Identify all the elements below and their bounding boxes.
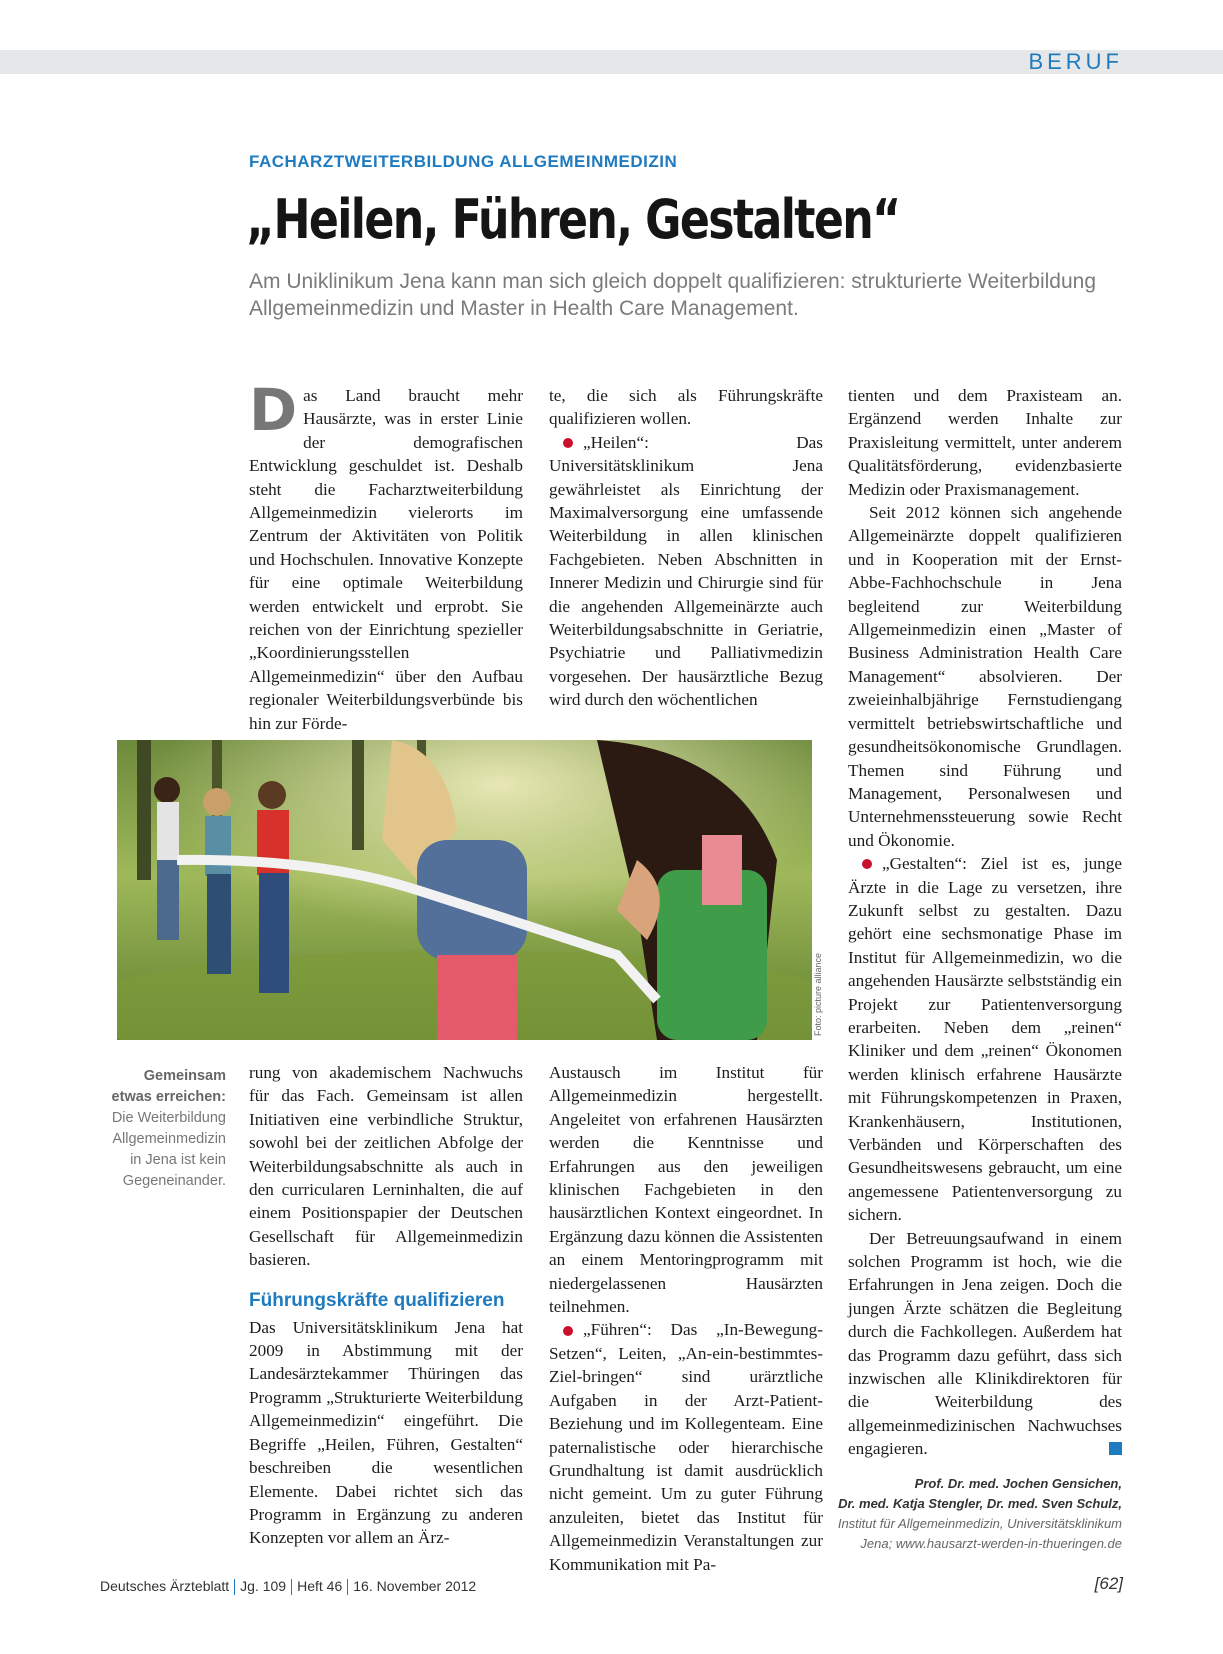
paragraph: Seit 2012 können sich angehende Allgemeinärzte doppelt qualifizieren und in Kooperation mit der Ernst-Abbe-Fachhochschule in Jena begleitend zur Weiterbildung Allgemeinmedizin einen „Master of Business Administration Health Care Management“ absolvieren. Der zweieinhalbjährige Fernstudiengang vermittelt betriebswirtschaftliche und gesundheitsökonomische Grundlagen. Themen sind Führung und Management, Personalwesen und Unternehmenssteuerung sowie Recht und Ökonomie. [848, 503, 1122, 850]
bullet-paragraph-gestalten: „Gestalten“: Ziel ist es, junge Ärzte in die Lage zu versetzen, ihre Zukunft selbst zu gestalten. Dazu gehört eine sechsmonatige Phase im Institut für Allgemeinmedizin, wo die angehenden Hausärzte selbstständig ein Projekt zur Patientenversorgung erarbeiten. Neben dem „reinen“ Kliniker und dem „reinen“ Ökonomen werden klinisch erfahrene Hausärzte mit Führungskompetenzen in Praxen, Krankenhäusern, Institutionen, Verbänden und Körperschaften des Gesundheitswesens gebraucht, um eine angemessene Patientenversorgung zu sichern. [848, 854, 1122, 1225]
bullet-paragraph-fuehren: „Führen“: Das „In-Bewegung-Setzen“, Leiten, „An-ein-bestimmtes-Ziel-bringen“ sind urärztliche Aufgaben in der Arzt-Patient-Beziehung und im Kollegenteam. Eine paternalistische oder hierarchische Grundhaltung ist damit ausdrücklich nicht gemeint. Um zu guter Führung anzuleiten, bietet das Institut für Allgemeinmedizin Veranstaltungen zur Kommunikation mit Pa- [549, 1320, 823, 1574]
photo-credit: Foto: picture alliance [813, 952, 823, 1036]
photo-caption [98, 1066, 226, 1192]
author-block [820, 1474, 1122, 1554]
journal-volume: Jg. 109 [240, 1578, 287, 1594]
section-label: BERUF [1028, 49, 1123, 74]
column-1-bottom [249, 1061, 523, 1550]
author-website: Jena; www.hausarzt-werden-in-thueringen.de [860, 1536, 1122, 1551]
paragraph: te, die sich als Führungskräfte qualifizieren wollen. [549, 386, 823, 429]
bullet-icon [862, 859, 872, 869]
paragraph: rung von akademischem Nachwuchs für das Fach. Gemeinsam ist allen Initiativen eine verbindliche Struktur, sowohl bei der zeitlichen Abfolge der Weiterbildungsabschnitte als auch in den curricularen Lerninhalten, die auf einem Positionspapier der Deutschen Gesellschaft für Allgemeinmedizin basieren. [249, 1063, 523, 1270]
article-photo [117, 740, 812, 1040]
caption-bold: Gemeinsam [143, 1068, 226, 1084]
author-line: Dr. med. Katja Stengler, Dr. med. Sven Schulz, [838, 1496, 1122, 1511]
bullet-paragraph-heilen: „Heilen“: Das Universitätsklinikum Jena gewährleistet als Einrichtung der Maximalversorgung eine umfassende Weiterbildung in allen klinischen Fachgebieten. Neben Abschnitten in Innerer Medizin und Chirurgie sind für die angehenden Allgemeinärzte auch Weiterbildungsabschnitte in Geriatrie, Psychiatrie und Palliativmedizin vorgesehen. Der hausärztliche Bezug wird durch den wöchentlichen [549, 432, 823, 710]
intro-paragraph: as Land braucht mehr Hausärzte, was in erster Linie der demografischen Entwicklung geschuldet ist. Deshalb steht die Facharztweiterbildung Allgemeinmedizin vielerorts im Zentrum der Aktivitäten von Politik und Hochschulen. Innovative Konzepte für eine optimale Weiterbildung werden entwickelt und erprobt. Sie reichen von der Einrichtung spezieller „Koordinierungsstellen Allgemeinmedizin“ über den Aufbau regionaler Weiterbildungsverbünde bis hin zur Förde- [249, 386, 523, 733]
paragraph: tienten und dem Praxisteam an. Ergänzend werden Inhalte zur Praxisleitung vermittelt, unter anderem Qualitätsförderung, evidenzbasierte Medizin oder Praxismanagement. [848, 386, 1122, 499]
footer-separator [291, 1579, 292, 1595]
journal-name: Deutsches Ärzteblatt [100, 1578, 230, 1594]
page-number: [62] [1094, 1574, 1123, 1593]
paragraph: Das Universitätsklinikum Jena hat 2009 in Abstimmung mit der Landesärztekammer Thüringen das Programm „Strukturierte Weiterbildung Allgemeinmedizin“ eingeführt. Die Begriffe „Heilen, Führen, Gestalten“ beschreiben die wesentlichen Elemente. Dabei richtet sich das Programm in Ergänzung zu anderen Konzepten vor allem an Ärz- [249, 1317, 523, 1548]
article-deck: Am Uniklinikum Jena kann man sich gleich doppelt qualifizieren: strukturierte Weiterbildung Allgemeinmedizin und Master in Health Care Management. [249, 270, 1097, 320]
column-2-top [549, 384, 823, 712]
journal-issue: Heft 46 [297, 1578, 343, 1594]
end-mark-icon [1109, 1442, 1122, 1455]
column-3 [848, 384, 1122, 1461]
caption-text: Die Weiterbildung Allgemeinmedizin in Jena ist kein Gegeneinander. [111, 1110, 226, 1189]
paragraph: Austausch im Institut für Allgemeinmedizin hergestellt. Angeleitet von erfahrenen Hausärzten werden die Kenntnisse und Erfahrungen aus den jeweiligen klinischen Fachgebieten in den hausärztlichen Kontext eingeordnet. In Ergänzung dazu können die Assistenten an einem Mentoringprogramm mit niedergelassenen Hausärzten teilnehmen. [549, 1063, 823, 1317]
issue-date: 16. November 2012 [353, 1578, 477, 1594]
bullet-icon [563, 438, 573, 448]
article-title: „Heilen, Führen, Gestalten“ [246, 188, 900, 251]
column-2-bottom [549, 1061, 823, 1576]
author-line: Prof. Dr. med. Jochen Gensichen, [914, 1476, 1122, 1491]
caption-bold: etwas erreichen: [111, 1089, 226, 1105]
bullet-icon [563, 1326, 573, 1336]
closing-paragraph: Der Betreuungsaufwand in einem solchen Programm ist hoch, wie die Erfahrungen in Jena zeigen. Doch die jungen Ärzte schätzen die Begleitung durch die Fachkollegen. Außerdem hat das Programm dazu geführt, dass sich inzwischen alle Klinikdirektoren für die Weiterbildung des allgemeinmedizinischen Nachwuchses engagieren. [848, 1228, 1122, 1459]
drop-cap: D [249, 376, 298, 444]
column-1-top [249, 376, 523, 735]
page-footer [100, 1578, 476, 1595]
footer-separator [234, 1579, 235, 1595]
article-kicker: FACHARZTWEITERBILDUNG ALLGEMEINMEDIZIN [249, 152, 678, 171]
section-subhead: Führungskräfte qualifizieren [249, 1289, 505, 1311]
author-institution: Institut für Allgemeinmedizin, Universitätsklinikum [837, 1516, 1122, 1531]
footer-separator [347, 1579, 348, 1595]
